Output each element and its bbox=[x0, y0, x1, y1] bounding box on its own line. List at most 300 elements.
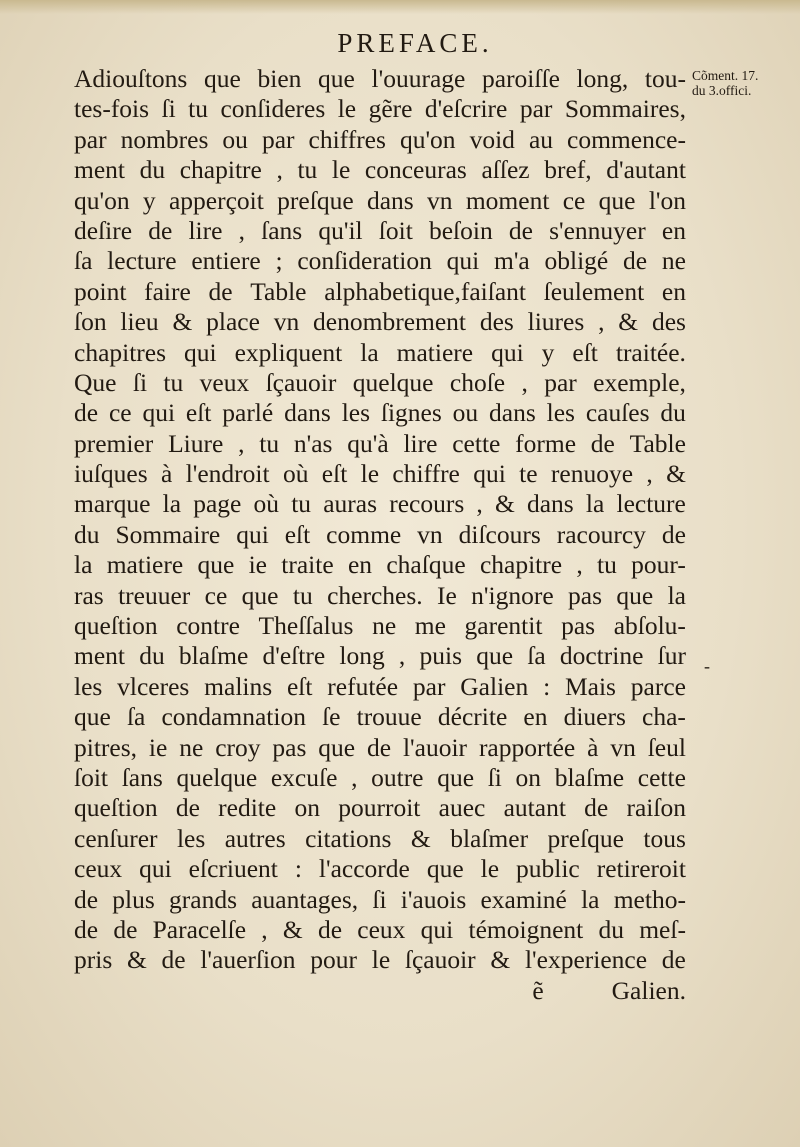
word: le bbox=[480, 854, 500, 884]
page-edge-shadow bbox=[0, 0, 800, 14]
word: chapitres bbox=[74, 337, 167, 367]
word: metho- bbox=[613, 884, 686, 914]
word: les bbox=[341, 398, 371, 428]
word: pitres, bbox=[74, 732, 138, 762]
word: traite bbox=[281, 550, 334, 580]
word: ſon bbox=[74, 307, 107, 337]
word: exemple, bbox=[593, 367, 686, 397]
word: les bbox=[74, 671, 103, 701]
word: le bbox=[337, 94, 357, 124]
word: ſe bbox=[322, 702, 341, 732]
word: qui bbox=[420, 914, 454, 944]
word: vn bbox=[610, 732, 636, 762]
margin-note bbox=[692, 68, 796, 98]
word: iuſques bbox=[74, 459, 148, 489]
word: premier bbox=[74, 428, 154, 458]
word: ne bbox=[661, 246, 686, 276]
word: qu'il bbox=[318, 215, 363, 245]
word: qui bbox=[142, 398, 176, 428]
word: liures bbox=[527, 307, 585, 337]
word: choſe bbox=[449, 367, 506, 397]
text-line bbox=[74, 520, 686, 550]
word: pour bbox=[310, 945, 358, 975]
word: & bbox=[618, 307, 639, 337]
word: tou- bbox=[644, 64, 686, 93]
word: chaſque bbox=[386, 550, 466, 580]
word: quelque bbox=[352, 367, 434, 397]
word: de bbox=[661, 519, 686, 549]
text-line bbox=[74, 368, 686, 398]
text-line bbox=[74, 64, 686, 94]
text-line bbox=[74, 672, 686, 702]
word: renuoye bbox=[550, 459, 634, 489]
text-line bbox=[74, 216, 686, 246]
word: de bbox=[175, 793, 200, 823]
word: chapitre bbox=[179, 155, 262, 185]
word: que bbox=[616, 580, 654, 610]
word: dans bbox=[489, 398, 536, 428]
word: de bbox=[148, 215, 173, 245]
catchline-mark: ẽ bbox=[532, 975, 544, 1005]
word: entiere bbox=[191, 246, 261, 276]
word: ne bbox=[372, 611, 397, 641]
word: : bbox=[543, 671, 551, 701]
word: de bbox=[661, 945, 686, 975]
word: par bbox=[261, 124, 295, 154]
word: du bbox=[139, 155, 166, 185]
word: me bbox=[414, 611, 446, 641]
word: parlé bbox=[222, 398, 274, 428]
word: de bbox=[113, 914, 138, 944]
word: la bbox=[581, 884, 600, 914]
word: ce bbox=[108, 398, 132, 428]
word: lieu bbox=[120, 307, 159, 337]
word: l'auoir bbox=[402, 732, 468, 762]
word: eſt bbox=[284, 519, 311, 549]
word: auec bbox=[438, 793, 486, 823]
word: Galien bbox=[460, 671, 529, 701]
word: grands bbox=[169, 884, 238, 914]
word: où bbox=[282, 459, 309, 489]
word: Mais bbox=[564, 671, 616, 701]
word: qu'on bbox=[399, 124, 456, 154]
text-line bbox=[74, 641, 686, 671]
word: le bbox=[331, 155, 351, 185]
word: que bbox=[204, 64, 241, 93]
word: i'auois bbox=[400, 884, 467, 914]
text-line bbox=[74, 824, 686, 854]
word: paroiſſe bbox=[482, 64, 560, 93]
word: ie bbox=[248, 550, 267, 580]
word: chiffres bbox=[308, 124, 386, 154]
text-line bbox=[74, 277, 686, 307]
word: de bbox=[590, 428, 615, 458]
word: autant bbox=[503, 793, 566, 823]
word: d'eſtre bbox=[262, 641, 326, 671]
word: retireroit bbox=[596, 854, 686, 884]
text-line bbox=[74, 915, 686, 945]
word: treuuer bbox=[118, 580, 191, 610]
text-line bbox=[74, 581, 686, 611]
word: que bbox=[241, 580, 279, 610]
word: conſideres bbox=[220, 94, 326, 124]
word: raiſon bbox=[626, 793, 686, 823]
word: cha- bbox=[642, 702, 686, 732]
word: , bbox=[476, 489, 483, 519]
word: la bbox=[360, 337, 379, 367]
text-line bbox=[74, 246, 686, 276]
word: queſtion bbox=[74, 793, 158, 823]
word: auantages, bbox=[251, 884, 359, 914]
word: cette bbox=[452, 428, 501, 458]
word: que bbox=[426, 854, 464, 884]
word: en bbox=[661, 276, 686, 306]
word: beſoin bbox=[428, 215, 493, 245]
word: lecture bbox=[107, 246, 177, 276]
word: ſçauoir bbox=[265, 367, 337, 397]
word: moment bbox=[465, 185, 550, 215]
word: vn bbox=[417, 519, 443, 549]
word: , bbox=[598, 307, 605, 337]
word: ; bbox=[275, 246, 283, 276]
word: à bbox=[161, 459, 173, 489]
word: deſire bbox=[74, 215, 133, 245]
word: gẽre bbox=[368, 94, 413, 124]
word: on bbox=[515, 762, 542, 792]
text-line bbox=[74, 125, 686, 155]
word: eſt bbox=[286, 671, 313, 701]
word: s'ennuyer bbox=[549, 215, 646, 245]
text-line bbox=[74, 763, 686, 793]
word: lire bbox=[188, 215, 223, 245]
word: que bbox=[437, 762, 475, 792]
word: tu bbox=[597, 550, 617, 580]
word: les bbox=[176, 823, 206, 853]
word: Ie bbox=[437, 580, 457, 610]
text-line bbox=[74, 429, 686, 459]
word: le bbox=[360, 459, 380, 489]
word: abſolu- bbox=[613, 611, 686, 641]
word: diuers bbox=[563, 702, 626, 732]
text-line bbox=[74, 155, 686, 185]
word: Sommaires, bbox=[564, 94, 686, 124]
word: preſque bbox=[277, 185, 354, 215]
word: qu'on bbox=[74, 185, 130, 215]
word: tu bbox=[297, 155, 318, 185]
text-line bbox=[74, 94, 686, 124]
word: Theſſalus bbox=[258, 611, 354, 641]
word: cette bbox=[637, 762, 686, 792]
word: le bbox=[371, 945, 391, 975]
word: que bbox=[476, 641, 514, 671]
word: en bbox=[661, 215, 686, 245]
word: rapportée bbox=[478, 732, 576, 762]
word: & bbox=[172, 307, 193, 337]
word: Adiouſtons bbox=[74, 64, 188, 93]
text-line bbox=[74, 793, 686, 823]
text-line bbox=[74, 307, 686, 337]
word: , bbox=[646, 459, 653, 489]
word: tu bbox=[163, 367, 184, 397]
word: eſcriuent bbox=[188, 854, 278, 884]
word: eſt bbox=[321, 459, 348, 489]
word: la bbox=[585, 489, 605, 519]
body-text bbox=[74, 64, 686, 1006]
word: de bbox=[208, 276, 233, 306]
word: & bbox=[126, 945, 147, 975]
word: ce bbox=[204, 580, 228, 610]
word: qui bbox=[139, 854, 172, 884]
word: en bbox=[523, 702, 548, 732]
word: void bbox=[469, 124, 515, 154]
word: ſans bbox=[121, 762, 163, 792]
word: examiné bbox=[480, 884, 567, 914]
word: qui bbox=[491, 337, 524, 367]
word: qui bbox=[236, 519, 269, 549]
word: condamnation bbox=[161, 702, 306, 732]
word: décrite bbox=[437, 702, 508, 732]
word: bien bbox=[257, 64, 302, 93]
word: par bbox=[412, 671, 446, 701]
running-head: PREFACE. bbox=[337, 28, 493, 58]
word: l'ouurage bbox=[371, 64, 466, 93]
word: l'accorde bbox=[318, 854, 410, 884]
word: queſtion bbox=[74, 611, 158, 641]
word: alphabetique,faiſant bbox=[324, 276, 526, 306]
word: cauſes bbox=[585, 398, 650, 428]
word: y bbox=[142, 185, 156, 215]
word: n'as bbox=[293, 428, 333, 458]
word: cherches. bbox=[327, 580, 423, 610]
word: que bbox=[598, 185, 636, 215]
margin-note-line: du 3.offici. bbox=[692, 83, 752, 98]
word: , bbox=[276, 155, 283, 185]
word: , bbox=[521, 367, 528, 397]
word: conſideration bbox=[297, 246, 432, 276]
word: ſoit bbox=[74, 762, 109, 792]
word: d'autant bbox=[606, 155, 686, 185]
word: malins bbox=[204, 671, 273, 701]
word: outre bbox=[371, 762, 424, 792]
text-line bbox=[74, 702, 686, 732]
word: ie bbox=[148, 732, 168, 762]
word: meſ- bbox=[639, 914, 686, 944]
word: tu bbox=[291, 489, 312, 519]
word: long bbox=[339, 641, 385, 671]
word: refutée bbox=[327, 671, 399, 701]
word: & bbox=[410, 823, 431, 853]
word: croy bbox=[215, 732, 261, 762]
word: n'ignore bbox=[471, 580, 554, 610]
word: bref, bbox=[544, 155, 592, 185]
word: pour- bbox=[631, 550, 686, 580]
word: ſi bbox=[372, 884, 387, 914]
word: d'eſcrire bbox=[424, 94, 508, 124]
word: ſa bbox=[74, 246, 93, 276]
word: qui bbox=[446, 246, 480, 276]
word: que bbox=[197, 550, 235, 580]
word: Liure bbox=[168, 428, 224, 458]
word: traitée. bbox=[615, 337, 686, 367]
word: , bbox=[238, 215, 245, 245]
word: l'experience bbox=[524, 945, 648, 975]
word: eſt bbox=[572, 337, 598, 367]
word: ceux bbox=[357, 914, 406, 944]
word: , bbox=[576, 550, 583, 580]
word: auras bbox=[323, 489, 378, 519]
word: expliquent bbox=[234, 337, 343, 367]
word: blaſme bbox=[554, 762, 625, 792]
word: forme bbox=[515, 428, 577, 458]
word: l'on bbox=[648, 185, 686, 215]
word: vn bbox=[273, 307, 300, 337]
word: : bbox=[294, 854, 302, 884]
word: du bbox=[660, 398, 686, 428]
margin-mark: - bbox=[704, 656, 710, 676]
word: , bbox=[351, 762, 358, 792]
word: ce bbox=[562, 185, 586, 215]
word: quelque bbox=[176, 762, 258, 792]
word: Sommaire bbox=[115, 519, 221, 549]
word: de bbox=[161, 945, 186, 975]
catchword: Galien. bbox=[611, 975, 686, 1005]
word: lire bbox=[403, 428, 438, 458]
word: du bbox=[139, 641, 165, 671]
word: par bbox=[74, 124, 107, 154]
word: ment bbox=[74, 155, 125, 185]
word: preſque bbox=[547, 823, 624, 853]
word: veux bbox=[199, 367, 250, 397]
word: vlceres bbox=[117, 671, 190, 701]
text-line bbox=[74, 398, 686, 428]
word: l'auerſion bbox=[200, 945, 296, 975]
word: m'a bbox=[493, 246, 530, 276]
word: garentit bbox=[464, 611, 543, 641]
word: pris bbox=[74, 945, 113, 975]
word: denombrement bbox=[313, 307, 466, 337]
word: , bbox=[261, 914, 268, 944]
word: ceux bbox=[74, 854, 123, 884]
word: & bbox=[490, 945, 511, 975]
text-line bbox=[74, 338, 686, 368]
word: du bbox=[74, 519, 100, 549]
word: & bbox=[494, 489, 515, 519]
text-line bbox=[74, 733, 686, 763]
word: excuſe bbox=[270, 762, 338, 792]
word: ſeul bbox=[647, 732, 686, 762]
text-line bbox=[74, 459, 686, 489]
word: ſçauoir bbox=[404, 945, 476, 975]
word: blaſme bbox=[178, 641, 249, 671]
word: où bbox=[253, 489, 280, 519]
word: de bbox=[623, 246, 648, 276]
word: ou bbox=[452, 398, 479, 428]
word: vn bbox=[427, 185, 453, 215]
word: lecture bbox=[616, 489, 686, 519]
word: ras bbox=[74, 580, 104, 610]
word: que bbox=[74, 702, 111, 732]
word: de bbox=[508, 215, 533, 245]
word: Table bbox=[629, 428, 686, 458]
word: contre bbox=[176, 611, 240, 641]
word: l'endroit bbox=[185, 459, 270, 489]
word: public bbox=[516, 854, 580, 884]
word: pas bbox=[561, 611, 596, 641]
word: eſt bbox=[185, 398, 212, 428]
word: des bbox=[479, 307, 514, 337]
word: qu'à bbox=[347, 428, 389, 458]
word: trouue bbox=[356, 702, 422, 732]
word: ſoit bbox=[378, 215, 413, 245]
word: Que bbox=[74, 367, 117, 397]
word: que bbox=[318, 732, 356, 762]
word: ſi bbox=[132, 367, 148, 397]
word: obligé bbox=[544, 246, 609, 276]
word: plus bbox=[112, 884, 155, 914]
word: au bbox=[528, 124, 554, 154]
word: commence- bbox=[567, 124, 686, 154]
word: dans bbox=[526, 489, 574, 519]
word: ſa bbox=[126, 702, 146, 732]
word: tu bbox=[188, 94, 208, 124]
word: de bbox=[367, 732, 392, 762]
word: Paracelſe bbox=[152, 914, 247, 944]
word: qui bbox=[184, 337, 217, 367]
word: page bbox=[193, 489, 242, 519]
word: la bbox=[74, 550, 93, 580]
word: en bbox=[347, 550, 373, 580]
word: nombres bbox=[120, 124, 209, 154]
word: ſeulement bbox=[543, 276, 645, 306]
word: la bbox=[667, 580, 686, 610]
word: place bbox=[206, 307, 260, 337]
word: ſignes bbox=[380, 398, 442, 428]
word: comme bbox=[326, 519, 402, 549]
word: du bbox=[598, 914, 624, 944]
word: dans bbox=[366, 185, 414, 215]
word: la bbox=[162, 489, 182, 519]
word: chiffre bbox=[392, 459, 460, 489]
word: point bbox=[74, 276, 127, 306]
text-line bbox=[74, 550, 686, 580]
word: ſans bbox=[261, 215, 303, 245]
word: faire bbox=[144, 276, 191, 306]
word: puis bbox=[419, 641, 462, 671]
word: citations bbox=[305, 823, 392, 853]
word: de bbox=[74, 398, 99, 428]
margin-note-line: Cõment. 17. bbox=[692, 68, 759, 83]
word: pas bbox=[272, 732, 307, 762]
word: de bbox=[74, 884, 99, 914]
word: de bbox=[584, 793, 609, 823]
word: cenſurer bbox=[74, 823, 158, 853]
word: matiere bbox=[106, 550, 184, 580]
word: autres bbox=[224, 823, 286, 853]
word: diſcours bbox=[458, 519, 541, 549]
word: ne bbox=[179, 732, 204, 762]
word: qui bbox=[473, 459, 506, 489]
word: marque bbox=[74, 489, 151, 519]
word: aſſez bbox=[481, 155, 530, 185]
word: témoignent bbox=[468, 914, 584, 944]
word: ſur bbox=[657, 641, 686, 671]
word: blaſmer bbox=[450, 823, 529, 853]
word: tu bbox=[259, 428, 280, 458]
word: & bbox=[282, 914, 303, 944]
text-line bbox=[74, 611, 686, 641]
word: les bbox=[546, 398, 575, 428]
word: ſi bbox=[161, 94, 176, 124]
